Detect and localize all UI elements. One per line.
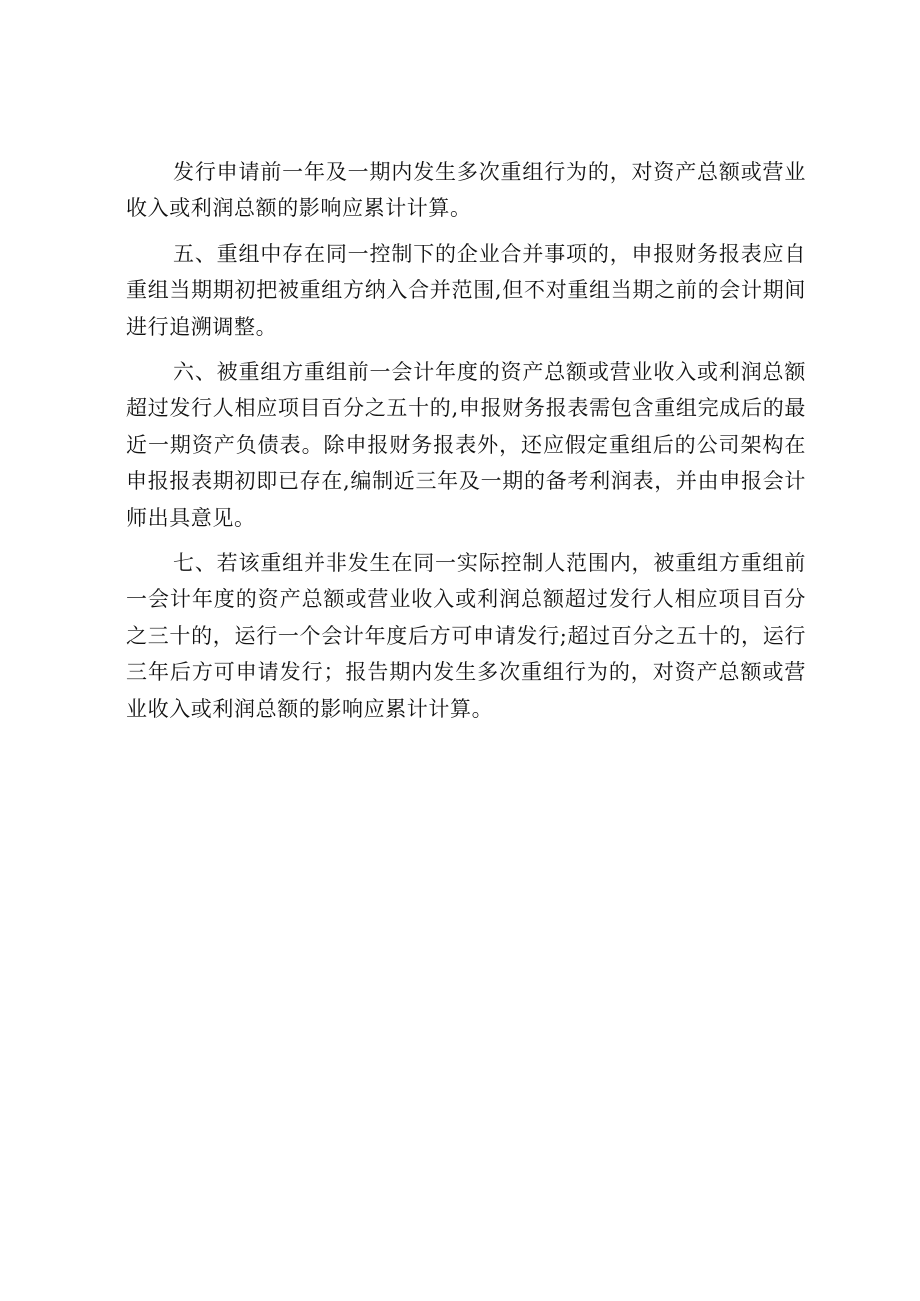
document-body [126,154,806,736]
paragraph-cumulative-calculation: 发行申请前一年及一期内发生多次重组行为的，对资产总额或营业收入或利润总额的影响应累计计算。 [126,160,806,221]
paragraph-item-six: 六、被重组方重组前一会计年度的资产总额或营业收入或利润总额超过发行人相应项目百分之五十的,申报财务报表需包含重组完成后的最近一期资产负债表。除申报财务报表外，还应假定重组后的公司架构在申报报表期初即已存在,编制近三年及一期的备考利润表，并由申报会计师出具意见。 [126,360,806,530]
paragraph-item-seven: 七、若该重组并非发生在同一实际控制人范围内，被重组方重组前一会计年度的资产总额或营业收入或利润总额超过发行人相应项目百分之三十的，运行一个会计年度后方可申请发行;超过百分之五十的，运行三年后方可申请发行；报告期内发生多次重组行为的，对资产总额或营业收入或利润总额的影响应累计计算。 [126,551,806,721]
paragraph-item-five: 五、重组中存在同一控制下的企业合并事项的，申报财务报表应自重组当期期初把被重组方纳入合并范围,但不对重组当期之前的会计期间进行追溯调整。 [126,241,806,339]
